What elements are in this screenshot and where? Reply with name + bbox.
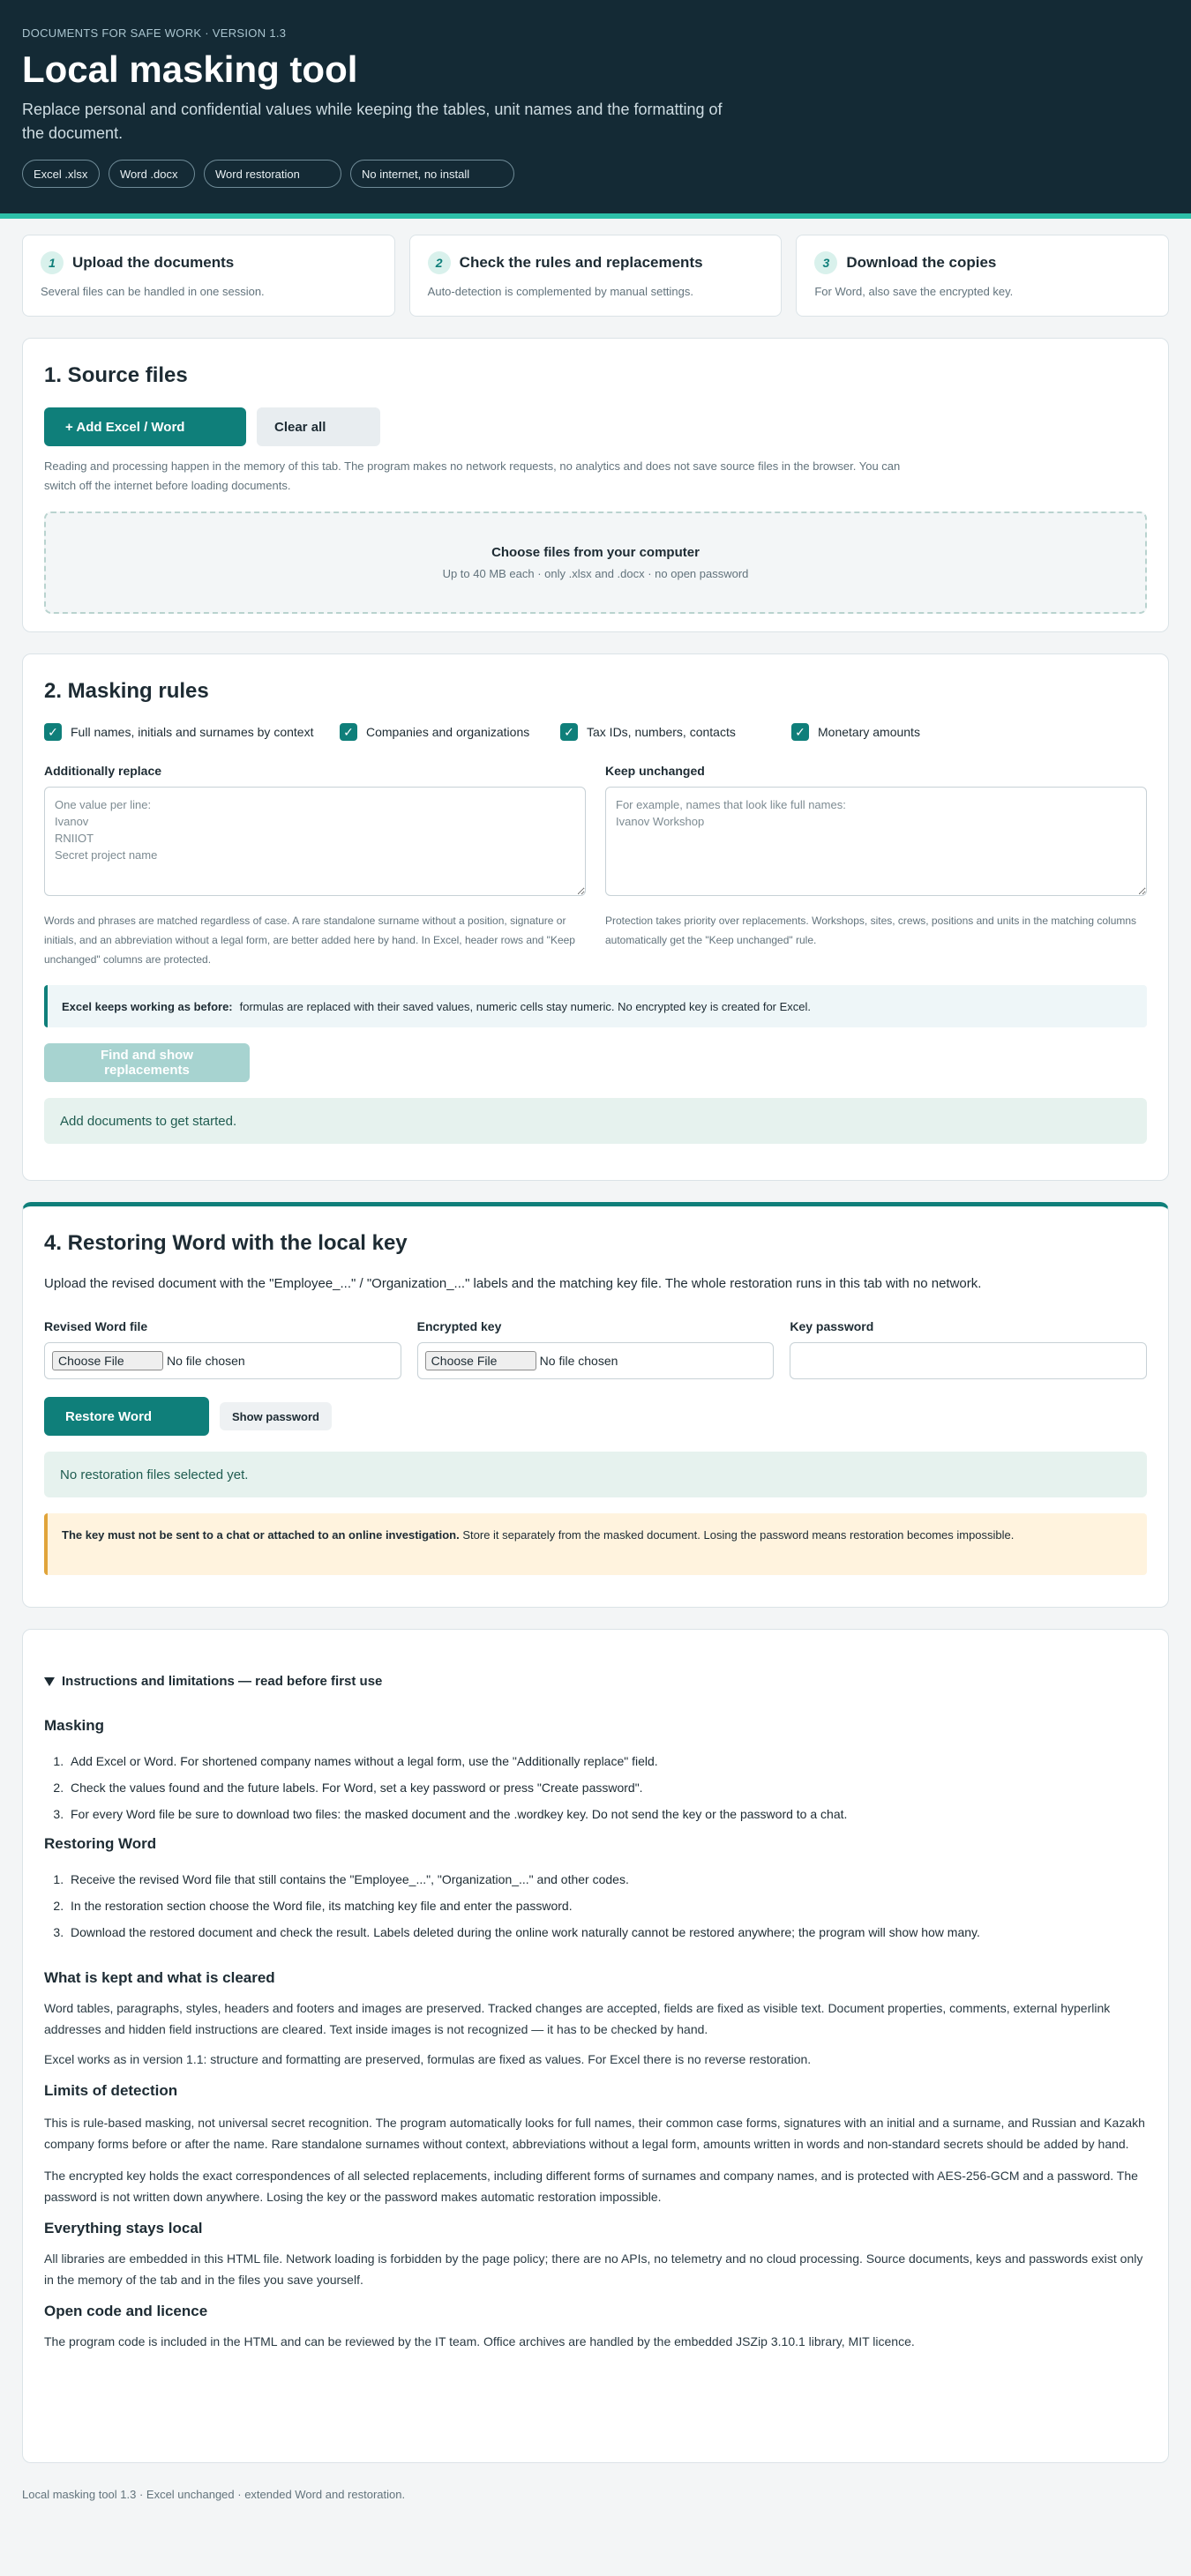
list-item: 3. Download the restored document and check the result. Labels deleted during the online work naturally cannot be restored anywhere; the program will show how many. (67, 1923, 1147, 1941)
section-title: 1. Source files (44, 363, 188, 387)
section-title: 2. Masking rules (44, 679, 209, 703)
pill-excel: Excel .xlsx (22, 160, 100, 188)
pill-word: Word .docx (109, 160, 195, 188)
step-title: Check the rules and replacements (459, 254, 703, 271)
file-dropzone[interactable] (44, 511, 1147, 614)
list-item: 2. Check the values found and the future labels. For Word, set a key password or press "Create password". (67, 1779, 1147, 1796)
restore-word-card (22, 1202, 1169, 1608)
page-footer: Local masking tool 1.3 · Excel unchanged · extended Word and restoration. (22, 2488, 406, 2501)
step-subtitle: For Word, also save the encrypted key. (814, 285, 1014, 298)
choose-file-button[interactable]: Choose File (52, 1351, 163, 1370)
rule-checkboxes (44, 723, 1147, 741)
limits-paragraph-1: This is rule-based masking, not universal secret recognition. The program automatically looks for full names, their common case forms, signatures with an initial and a surname, and Russian and Kazakh company forms before or after the name. Rare standalone surnames without context, abbreviations without a legal form, amounts written in words and non-standard secrets should be added by hand. (44, 2116, 1145, 2151)
step-subtitle: Auto-detection is complemented by manual settings. (427, 285, 694, 298)
steps-row (22, 235, 1169, 317)
kept-paragraph-1: Word tables, paragraphs, styles, headers and footers and images are preserved. Tracked changes are accepted, fields are fixed as visible text. Document properties, comments, external hyperlink addresses and hidden field instructions are cleared. Text inside images is not recognized — it has to be checked by hand. (44, 2001, 1111, 2036)
checkbox-monetary[interactable] (791, 723, 920, 741)
info-text: formulas are replaced with their saved values, numeric cells stay numeric. No encrypted key is created for Excel. (239, 999, 812, 1013)
step-card-1 (22, 235, 395, 317)
rules-status: Add documents to get started. (44, 1098, 1147, 1144)
checkbox-tax-ids[interactable] (560, 723, 791, 741)
kept-paragraph-2: Excel works as in version 1.1: structure and formatting are preserved, formulas are fixed as values. For Excel there is no reverse restoration. (44, 2052, 812, 2066)
key-file-input[interactable] (417, 1342, 775, 1379)
pill-word-restoration: Word restoration (204, 160, 341, 188)
find-replacements-button[interactable]: Find and show replacements (44, 1043, 250, 1082)
key-file-label: Encrypted key (416, 1319, 502, 1333)
checkbox-full-names[interactable] (44, 723, 340, 741)
limits-heading: Limits of detection (44, 2082, 178, 2099)
list-item: 2. In the restoration section choose the Word file, its matching key file and enter the password. (67, 1897, 1147, 1915)
masking-rules-card (22, 653, 1169, 1181)
step-title: Download the copies (846, 254, 997, 271)
keep-note: Protection takes priority over replacements. Workshops, sites, crews, positions and units in the matching columns automatically get the "Keep unchanged" rule. (605, 915, 1137, 946)
step-number: 1 (41, 251, 64, 274)
local-heading: Everything stays local (44, 2220, 203, 2236)
step-number: 2 (428, 251, 451, 274)
warning-text: Store it separately from the masked document. Losing the password means restoration becomes impossible. (462, 1528, 1015, 1542)
check-icon: ✓ (791, 723, 809, 741)
page-header (0, 0, 1191, 219)
privacy-info: Reading and processing happen in the memory of this tab. The program makes no network requests, no analytics and does not save source files in the browser. You can switch off the internet before loading documents. (44, 459, 901, 492)
page-title: Local masking tool (22, 49, 358, 90)
triangle-down-icon (44, 1677, 55, 1686)
header-lead: Replace personal and confidential values while keeping the tables, unit names and the formatting of the document. (22, 101, 723, 143)
additionally-replace-input[interactable] (44, 787, 586, 896)
instructions-card (22, 1629, 1169, 2463)
step-card-2 (409, 235, 783, 317)
check-icon: ✓ (340, 723, 357, 741)
show-password-button[interactable]: Show password (220, 1402, 332, 1430)
checkbox-label: Full names, initials and surnames by context (71, 725, 314, 739)
word-file-label: Revised Word file (44, 1319, 148, 1333)
source-files-card (22, 338, 1169, 632)
masking-list (67, 1752, 1147, 1823)
feature-pills (22, 160, 1169, 188)
clear-all-button[interactable]: Clear all (257, 407, 380, 446)
pill-offline: No internet, no install (350, 160, 514, 188)
excel-info-bar (44, 985, 1147, 1027)
replace-label: Additionally replace (44, 764, 162, 778)
restoring-heading: Restoring Word (44, 1835, 157, 1852)
dropzone-subtitle: Up to 40 MB each · only .xlsx and .docx · no open password (442, 567, 749, 580)
licence-heading: Open code and licence (44, 2303, 208, 2319)
add-files-button[interactable]: + Add Excel / Word (44, 407, 246, 446)
word-file-input[interactable] (44, 1342, 401, 1379)
keep-unchanged-input[interactable] (605, 787, 1147, 896)
checkbox-companies[interactable] (340, 723, 560, 741)
list-item: 1. Receive the revised Word file that still contains the "Employee_...", "Organization_..." and other codes. (67, 1870, 1147, 1888)
choose-file-button[interactable]: Choose File (425, 1351, 536, 1370)
checkbox-label: Monetary amounts (818, 725, 920, 739)
header-kicker: DOCUMENTS FOR SAFE WORK · VERSION 1.3 (22, 26, 287, 40)
step-card-3 (796, 235, 1169, 317)
step-number: 3 (814, 251, 837, 274)
no-file-text: No file chosen (167, 1354, 245, 1368)
restore-lead: Upload the revised document with the "Employee_..." / "Organization_..." labels and the matching key file. The whole restoration runs in this tab with no network. (44, 1276, 982, 1291)
list-item: 3. For every Word file be sure to download two files: the masked document and the .wordkey key. Do not send the key or the password to a chat. (67, 1805, 1147, 1823)
keep-label: Keep unchanged (605, 764, 705, 778)
masking-heading: Masking (44, 1717, 105, 1734)
dropzone-title: Choose files from your computer (491, 545, 700, 560)
no-file-text: No file chosen (539, 1354, 618, 1368)
info-bold: Excel keeps working as before: (62, 999, 233, 1013)
warning-bold: The key must not be sent to a chat or attached to an online investigation. (62, 1528, 460, 1542)
step-title: Upload the documents (72, 254, 235, 271)
check-icon: ✓ (560, 723, 578, 741)
licence-paragraph: The program code is included in the HTML and can be reviewed by the IT team. Office archives are handled by the embedded JSZip 3.10.1 library, MIT licence. (44, 2334, 915, 2348)
local-paragraph: All libraries are embedded in this HTML file. Network loading is forbidden by the page policy; there are no APIs, no telemetry and no cloud processing. Source documents, keys and passwords exist only in the memory of the tab and in the files you save yourself. (44, 2251, 1143, 2287)
key-password-input[interactable] (790, 1342, 1147, 1379)
instructions-toggle[interactable] (44, 1674, 1147, 1689)
checkbox-label: Tax IDs, numbers, contacts (587, 725, 736, 739)
key-password-label: Key password (790, 1319, 874, 1333)
kept-heading: What is kept and what is cleared (44, 1969, 275, 1986)
section-title: 4. Restoring Word with the local key (44, 1231, 408, 1255)
step-subtitle: Several files can be handled in one session. (41, 285, 265, 298)
key-warning (44, 1513, 1147, 1575)
check-icon: ✓ (44, 723, 62, 741)
restore-status: No restoration files selected yet. (44, 1452, 1147, 1497)
restore-word-button[interactable]: Restore Word (44, 1397, 209, 1436)
replace-note: Words and phrases are matched regardless of case. A rare standalone surname without a position, signature or initials, and an abbreviation without a legal form, are better added here by hand. In Excel, header rows and "Keep unchanged" columns are protected. (44, 915, 575, 966)
restoring-list (67, 1870, 1147, 1941)
checkbox-label: Companies and organizations (366, 725, 530, 739)
instructions-summary: Instructions and limitations — read before first use (62, 1674, 383, 1689)
limits-paragraph-2: The encrypted key holds the exact correspondences of all selected replacements, including different forms of surnames and company names, and is protected with AES-256-GCM and a password. The password is not written down anywhere. Losing the key or the password makes automatic restoration impossible. (44, 2169, 1138, 2204)
list-item: 1. Add Excel or Word. For shortened company names without a legal form, use the "Additionally replace" field. (67, 1752, 1147, 1770)
